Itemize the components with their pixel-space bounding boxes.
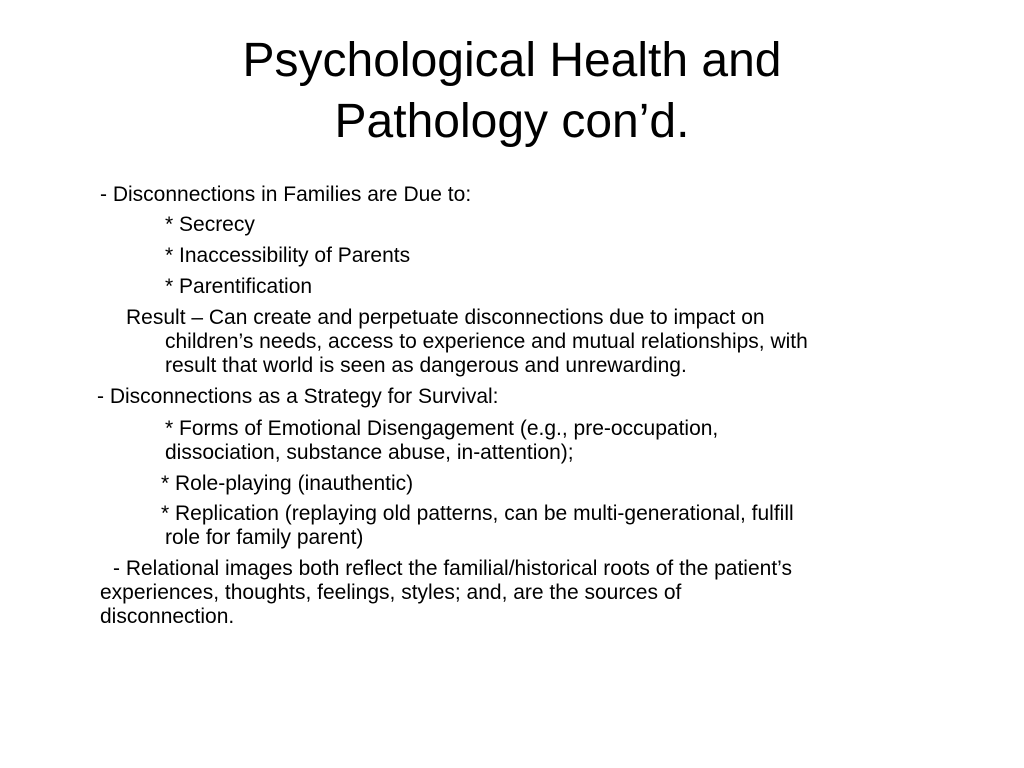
result-paragraph-continued (165, 330, 808, 378)
families-item-secrecy: * Secrecy (165, 213, 255, 236)
families-heading: - Disconnections in Families are Due to: (100, 183, 472, 206)
relational-paragraph (113, 557, 792, 581)
relational-line-1: - Relational images both reflect the familial/historical roots of the patient’s (113, 557, 792, 580)
title-line-1: Psychological Health and (242, 34, 782, 87)
survival-item-emotional-disengagement (165, 417, 718, 465)
result-line-1: Result – Can create and perpetuate disconnections due to impact on (126, 306, 765, 329)
result-line-3: result that world is seen as dangerous and unrewarding. (165, 354, 687, 377)
survival-item-3-line-2: role for family parent) (165, 526, 364, 549)
survival-heading: - Disconnections as a Strategy for Survival: (97, 385, 499, 408)
relational-paragraph-continued (100, 581, 681, 629)
result-line-2: children’s needs, access to experience and mutual relationships, with (165, 330, 808, 353)
survival-item-replication (161, 502, 794, 526)
relational-line-2: experiences, thoughts, feelings, styles; and, are the sources of (100, 581, 682, 604)
survival-item-1-line-2: dissociation, substance abuse, in-attention); (165, 441, 574, 464)
survival-item-3-line-1: * Replication (replaying old patterns, can be multi-generational, fulfill (161, 502, 794, 525)
survival-item-replication-continued (165, 526, 363, 550)
survival-item-role-playing: * Role-playing (inauthentic) (161, 472, 414, 495)
families-item-parentification: * Parentification (165, 275, 313, 298)
title-line-2: Pathology con’d. (334, 95, 690, 148)
families-item-inaccessibility: * Inaccessibility of Parents (165, 244, 411, 267)
relational-line-3: disconnection. (100, 605, 235, 628)
survival-item-1-line-1: * Forms of Emotional Disengagement (e.g., pre-occupation, (165, 417, 719, 440)
result-paragraph (126, 306, 765, 330)
